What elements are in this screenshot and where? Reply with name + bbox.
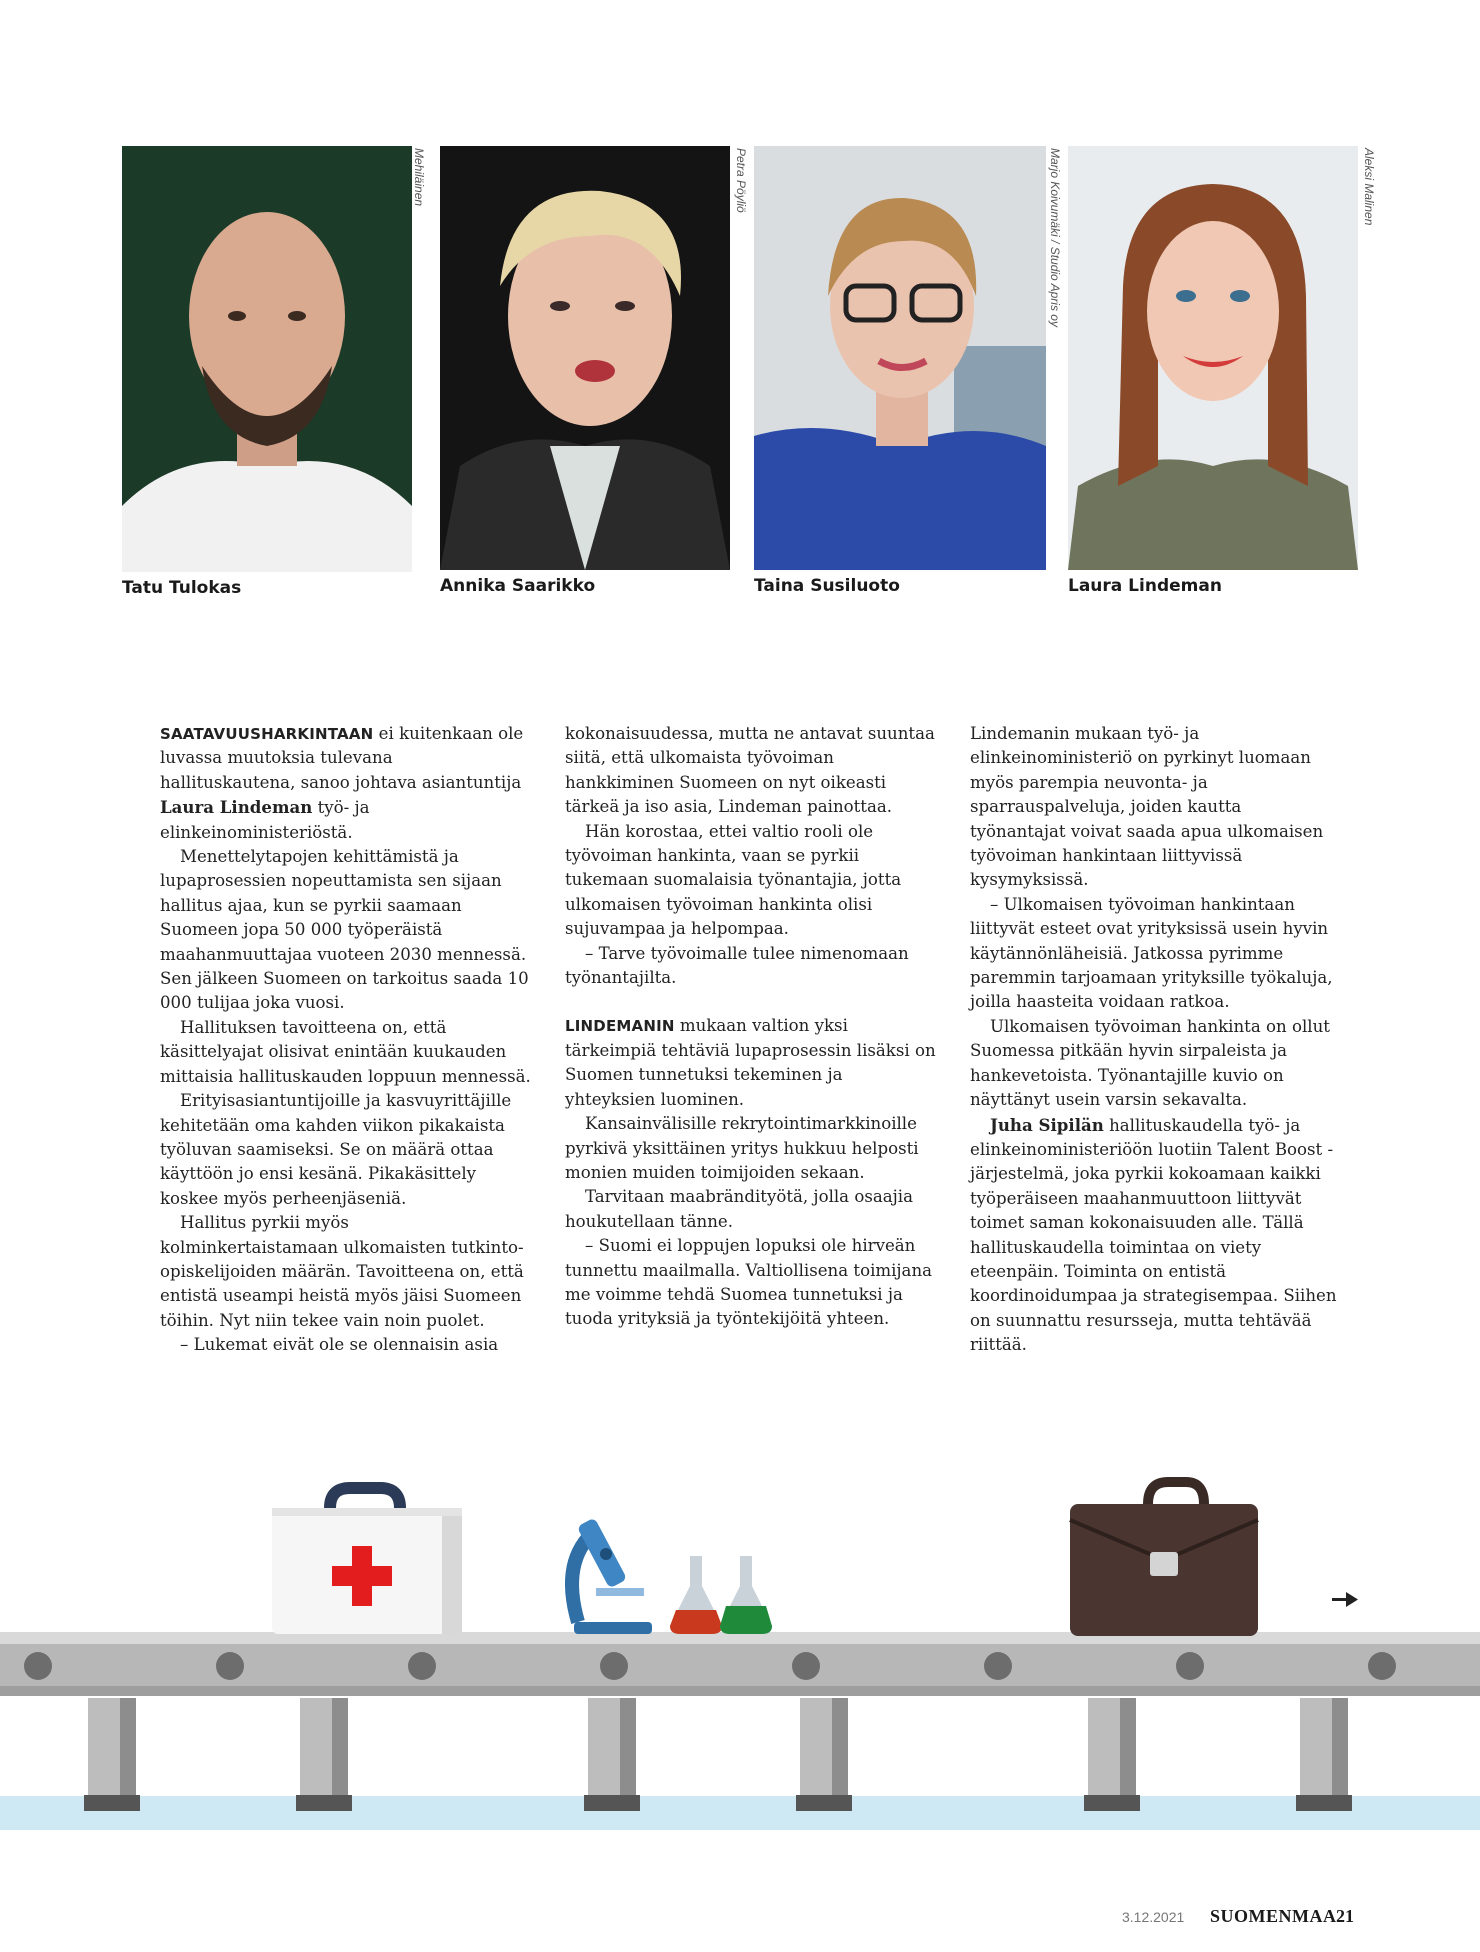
water-strip xyxy=(0,1796,1480,1830)
flasks-icon xyxy=(670,1556,772,1634)
person-name: Tatu Tulokas xyxy=(122,578,242,598)
paragraph: Hallituksen tavoitteena on, että käsittelyajat olisivat enintään kuukauden mittaisia hallituskauden loppuun mennessä. xyxy=(160,1017,531,1086)
paragraph: – Suomi ei loppujen lopuksi ole hirveän tunnettu maailmalla. Valtiollisena toimijana me voimme tehdä Suomea tunnetuksi ja tuoda yrityksiä ja työntekijöitä yhteen. xyxy=(565,1236,933,1329)
photo-taina-susiluoto xyxy=(754,146,1046,570)
photo-credit: Marjo Koivumäki / Studio Apris oy xyxy=(1048,148,1062,327)
paragraph: Hallitus pyrkii myös kolminkertaistamaan ulkomaisten tutkinto-opiskelijoiden määrän. Tavoitteena on, että entistä useampi heistä myös jäisi Suomeen töihin. Nyt niin tekee vain noin puolet. xyxy=(160,1213,524,1330)
first-aid-kit-icon xyxy=(272,1488,462,1634)
photo-credit: Aleksi Malinen xyxy=(1362,148,1376,226)
paragraph: LINDEMANIN mukaan valtion yksi tärkeimpiä tehtäviä lupaprosessin lisäksi on Suomen tunnetuksi tekeminen ja yhteyksien luominen. xyxy=(565,1016,936,1109)
conveyor-legs xyxy=(84,1698,1352,1811)
paragraph: Hän korostaa, ettei valtio rooli ole työvoiman hankinta, vaan se pyrkii tukemaan suomalaisia työnantajia, jotta ulkomaisen työvoiman hankinta olisi sujuvampaa ja helpompaa. xyxy=(565,821,902,939)
photo-laura-lindeman xyxy=(1068,146,1358,570)
photo-credit: Mehiläinen xyxy=(412,148,426,207)
paragraph: kokonaisuudessa, mutta ne antavat suuntaa siitä, että ulkomaista työvoiman hankkiminen Suomeen on nyt oikeasti tärkeä ja iso asia, Lindeman painottaa. xyxy=(565,724,935,817)
photo-credit: Petra Pöyliö xyxy=(734,148,748,213)
photo-annika-saarikko xyxy=(440,146,730,570)
issue-date: 3.12.2021 xyxy=(1122,1909,1185,1925)
publication-name: SUOMENMAA xyxy=(1210,1906,1337,1926)
person-name: Annika Saarikko xyxy=(440,576,596,596)
briefcase-icon xyxy=(1070,1482,1258,1636)
paragraph: Ulkomaisen työvoiman hankinta on ollut Suomessa pitkään hyvin sirpaleista ja hankevetoista. Työnantajille kuvio on näyttänyt usein varsin sekavalta. xyxy=(970,1016,1330,1110)
paragraph: Lindemanin mukaan työ- ja elinkeinoministeriö on pyrkinyt luomaan myös parempia neuvonta- ja sparrauspalveluja, joiden kautta työnantajat voivat saada apua ulkomaisen työvoiman hankintaan liittyvissä kysymyksissä. xyxy=(970,724,1324,890)
paragraph: Menettelytapojen kehittämistä ja lupaprosessien nopeuttamista sen sijaan hallitus ajaa, kun se pyrkii saamaan Suomeen jopa 50 000 työperäistä maahanmuuttajaa vuoteen 2030 mennessä. Sen jälkeen Suomeen on tarkoitus saada 10 000 tulijaa joka vuosi. xyxy=(160,847,529,1013)
paragraph: – Lukemat eivät ole se olennaisin asia xyxy=(180,1335,499,1355)
page-number: 21 xyxy=(1336,1906,1354,1926)
page-footer xyxy=(1100,1906,1358,1930)
paragraph: Juha Sipilän hallituskaudella työ- ja elinkeinoministeriöön luotiin Talent Boost -järjestelmä, joka pyrkii kokoamaan kaikki työperäiseen maahanmuuttoon liittyvät toimet saman kokonaisuuden alle. Tällä hallituskaudella toimintaa on viety eteenpäin. Toiminta on entistä koordinoidumpaa ja strategisempaa. Siihen on suunnattu resursseja, mutta tehtävää riittää. xyxy=(970,1114,1337,1355)
paragraph: – Tarve työvoimalle tulee nimenomaan työnantajilta. xyxy=(565,943,909,988)
person-name: Taina Susiluoto xyxy=(754,576,900,596)
paragraph: Kansainvälisille rekrytointimarkkinoille pyrkivä yksittäinen yritys hukkuu helposti monien muiden toimijoiden sekaan. xyxy=(565,1114,919,1182)
microscope-icon xyxy=(572,1517,652,1634)
person-name: Laura Lindeman xyxy=(1068,576,1222,596)
arrow-right-icon xyxy=(1332,1592,1358,1607)
article-column-1 xyxy=(160,722,532,1358)
paragraph: Erityisasiantuntijoille ja kasvuyrittäjille kehitetään oma kahden viikon pikakaista työluvan saamiseksi. Se on määrä ottaa käyttöön jo ensi kesänä. Pikakäsittely koskee myös perheenjäseniä. xyxy=(160,1091,512,1208)
article-column-3 xyxy=(970,722,1342,1358)
paragraph: Tarvitaan maabrändityötä, jolla osaajia houkutellaan tänne. xyxy=(565,1187,913,1231)
conveyor-illustration xyxy=(0,1460,1480,1840)
photo-tatu-tulokas xyxy=(122,146,412,572)
paragraph: – Ulkomaisen työvoiman hankintaan liittyvät esteet ovat yrityksissä usein hyvin käytännönläheisiä. Jatkossa pyrimme paremmin tarjoamaan yrityksille työkaluja, joilla haasteita voidaan ratkoa. xyxy=(970,894,1333,1012)
paragraph: SAATAVUUSHARKINTAAN ei kuitenkaan ole luvassa muutoksia tulevana hallituskautena, sanoo johtava asiantuntija Laura Lindeman työ- ja elinkeinoministeriöstä. xyxy=(160,724,524,842)
article-column-2 xyxy=(565,722,937,1332)
